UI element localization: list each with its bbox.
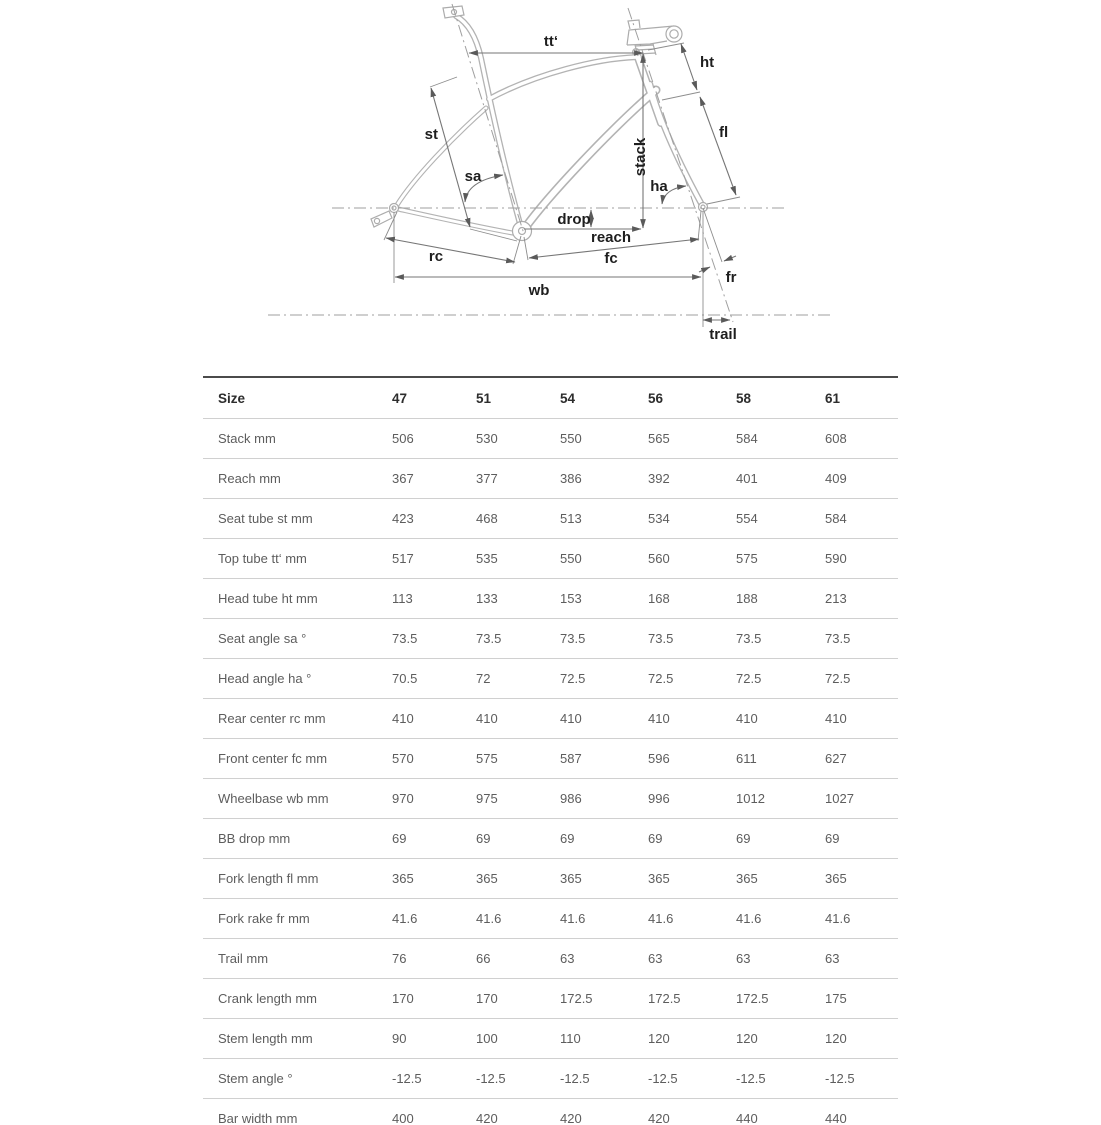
value-cell: 41.6 (461, 899, 545, 939)
value-cell: 69 (377, 819, 461, 859)
label-trail: trail (709, 326, 737, 343)
dim-fork-length (700, 97, 736, 195)
table-row (203, 459, 898, 499)
value-cell: 69 (545, 819, 633, 859)
table-row (203, 939, 898, 979)
frame-geometry-drawing (0, 0, 1101, 360)
value-cell: 41.6 (810, 899, 898, 939)
table-row (203, 1099, 898, 1125)
geometry-table-body (203, 419, 898, 1125)
value-cell: 401 (721, 459, 810, 499)
value-cell: 1027 (810, 779, 898, 819)
label-top-tube: tt‘ (543, 33, 559, 50)
label-head-tube: ht (700, 54, 715, 71)
table-row (203, 859, 898, 899)
row-label: Top tube tt‘ mm (203, 539, 377, 579)
geometry-table (203, 376, 898, 1125)
value-cell: 584 (810, 499, 898, 539)
value-cell: 410 (461, 699, 545, 739)
value-cell: 420 (633, 1099, 721, 1125)
value-cell: 69 (810, 819, 898, 859)
value-cell: 365 (810, 859, 898, 899)
value-cell: 420 (461, 1099, 545, 1125)
value-cell: 41.6 (721, 899, 810, 939)
value-cell: 590 (810, 539, 898, 579)
value-cell: 530 (461, 419, 545, 459)
value-cell: 73.5 (545, 619, 633, 659)
value-cell: 611 (721, 739, 810, 779)
value-cell: 365 (721, 859, 810, 899)
value-cell: 213 (810, 579, 898, 619)
rear-dropout (371, 211, 392, 227)
value-cell: 365 (461, 859, 545, 899)
row-label: Front center fc mm (203, 739, 377, 779)
label-fork-length: fl (719, 124, 729, 141)
value-cell: 423 (377, 499, 461, 539)
value-cell: 377 (461, 459, 545, 499)
table-row (203, 699, 898, 739)
geometry-table-header (203, 377, 898, 419)
value-cell: 72 (461, 659, 545, 699)
label-seat-tube: st (424, 126, 438, 143)
value-cell: 120 (633, 1019, 721, 1059)
value-cell: 386 (545, 459, 633, 499)
value-cell: 565 (633, 419, 721, 459)
value-cell: 410 (633, 699, 721, 739)
value-cell: -12.5 (461, 1059, 545, 1099)
value-cell: 133 (461, 579, 545, 619)
label-reach: reach (590, 229, 632, 246)
dim-fork-rake-right (724, 256, 736, 261)
table-row (203, 819, 898, 859)
label-fork-rake: fr (725, 269, 737, 286)
value-cell: 986 (545, 779, 633, 819)
value-cell: 72.5 (545, 659, 633, 699)
label-head-angle: ha (650, 178, 668, 195)
value-cell: 70.5 (377, 659, 461, 699)
value-cell: 90 (377, 1019, 461, 1059)
value-cell: 365 (545, 859, 633, 899)
value-cell: 63 (721, 939, 810, 979)
value-cell: -12.5 (810, 1059, 898, 1099)
value-cell: 627 (810, 739, 898, 779)
value-cell: 73.5 (633, 619, 721, 659)
table-row (203, 1059, 898, 1099)
value-cell: 400 (377, 1099, 461, 1125)
front-axle (699, 203, 708, 212)
size-col-54: 54 (545, 377, 633, 419)
value-cell: 41.6 (545, 899, 633, 939)
label-rear-center: rc (428, 248, 444, 265)
value-cell: 73.5 (461, 619, 545, 659)
table-row (203, 899, 898, 939)
label-bb-drop: drop (557, 211, 591, 228)
table-row (203, 979, 898, 1019)
size-col-61: 61 (810, 377, 898, 419)
value-cell: 410 (810, 699, 898, 739)
size-col-56: 56 (633, 377, 721, 419)
value-cell: 975 (461, 779, 545, 819)
value-cell: 175 (810, 979, 898, 1019)
value-cell: 72.5 (810, 659, 898, 699)
value-cell: 120 (721, 1019, 810, 1059)
value-cell: -12.5 (377, 1059, 461, 1099)
table-row (203, 419, 898, 459)
value-cell: 587 (545, 739, 633, 779)
value-cell: 535 (461, 539, 545, 579)
value-cell: 513 (545, 499, 633, 539)
value-cell: -12.5 (545, 1059, 633, 1099)
value-cell: 410 (545, 699, 633, 739)
value-cell: 410 (721, 699, 810, 739)
row-label: Wheelbase wb mm (203, 779, 377, 819)
value-cell: 440 (721, 1099, 810, 1125)
value-cell: 63 (810, 939, 898, 979)
value-cell: 66 (461, 939, 545, 979)
label-front-center: fc (604, 250, 618, 267)
row-label: Crank length mm (203, 979, 377, 1019)
value-cell: 41.6 (633, 899, 721, 939)
value-cell: 970 (377, 779, 461, 819)
value-cell: 534 (633, 499, 721, 539)
row-label: Seat angle sa ° (203, 619, 377, 659)
value-cell: 69 (461, 819, 545, 859)
row-label: Fork rake fr mm (203, 899, 377, 939)
value-cell: 608 (810, 419, 898, 459)
value-cell: 996 (633, 779, 721, 819)
value-cell: 584 (721, 419, 810, 459)
centerlines (268, 4, 832, 322)
table-row (203, 1019, 898, 1059)
row-label: Fork length fl mm (203, 859, 377, 899)
value-cell: 550 (545, 419, 633, 459)
value-cell: 120 (810, 1019, 898, 1059)
value-cell: 172.5 (633, 979, 721, 1019)
value-cell: 69 (633, 819, 721, 859)
value-cell: 409 (810, 459, 898, 499)
row-label: Seat tube st mm (203, 499, 377, 539)
headset-spacers (635, 44, 656, 56)
value-cell: 41.6 (377, 899, 461, 939)
value-cell: 76 (377, 939, 461, 979)
value-cell: 113 (377, 579, 461, 619)
value-cell: 69 (721, 819, 810, 859)
value-cell: 575 (461, 739, 545, 779)
table-row (203, 499, 898, 539)
dim-rear-center (386, 238, 515, 262)
value-cell: 100 (461, 1019, 545, 1059)
row-label: Trail mm (203, 939, 377, 979)
table-row (203, 539, 898, 579)
size-header-label: Size (203, 377, 377, 419)
value-cell: 365 (377, 859, 461, 899)
row-label: Bar width mm (203, 1099, 377, 1125)
value-cell: 73.5 (377, 619, 461, 659)
value-cell: 560 (633, 539, 721, 579)
handlebar-clamp (666, 26, 682, 42)
row-label: BB drop mm (203, 819, 377, 859)
table-row (203, 659, 898, 699)
dim-fork-rake-left (699, 267, 710, 272)
value-cell: 110 (545, 1019, 633, 1059)
row-label: Head tube ht mm (203, 579, 377, 619)
label-seat-angle: sa (464, 168, 482, 185)
row-label: Stem angle ° (203, 1059, 377, 1099)
value-cell: 570 (377, 739, 461, 779)
value-cell: 575 (721, 539, 810, 579)
row-label: Head angle ha ° (203, 659, 377, 699)
value-cell: 72.5 (721, 659, 810, 699)
value-cell: -12.5 (721, 1059, 810, 1099)
bike-geometry-diagram (0, 0, 1101, 360)
value-cell: 63 (545, 939, 633, 979)
value-cell: 506 (377, 419, 461, 459)
value-cell: 153 (545, 579, 633, 619)
value-cell: 517 (377, 539, 461, 579)
value-cell: 468 (461, 499, 545, 539)
value-cell: 550 (545, 539, 633, 579)
table-row (203, 619, 898, 659)
header-row (203, 377, 898, 419)
row-label: Rear center rc mm (203, 699, 377, 739)
value-cell: 410 (377, 699, 461, 739)
value-cell: 367 (377, 459, 461, 499)
value-cell: 596 (633, 739, 721, 779)
row-label: Stack mm (203, 419, 377, 459)
value-cell: 420 (545, 1099, 633, 1125)
table-row (203, 779, 898, 819)
value-cell: 554 (721, 499, 810, 539)
value-cell: -12.5 (633, 1059, 721, 1099)
label-wheelbase: wb (528, 282, 550, 299)
value-cell: 72.5 (633, 659, 721, 699)
size-col-58: 58 (721, 377, 810, 419)
value-cell: 1012 (721, 779, 810, 819)
value-cell: 73.5 (721, 619, 810, 659)
table-row (203, 579, 898, 619)
value-cell: 172.5 (545, 979, 633, 1019)
size-col-51: 51 (461, 377, 545, 419)
value-cell: 392 (633, 459, 721, 499)
value-cell: 168 (633, 579, 721, 619)
row-label: Reach mm (203, 459, 377, 499)
value-cell: 73.5 (810, 619, 898, 659)
bottom-bracket (513, 222, 532, 241)
value-cell: 188 (721, 579, 810, 619)
table-row (203, 739, 898, 779)
value-cell: 170 (377, 979, 461, 1019)
label-stack: stack (632, 137, 649, 177)
value-cell: 172.5 (721, 979, 810, 1019)
value-cell: 440 (810, 1099, 898, 1125)
value-cell: 63 (633, 939, 721, 979)
value-cell: 170 (461, 979, 545, 1019)
value-cell: 365 (633, 859, 721, 899)
size-col-47: 47 (377, 377, 461, 419)
row-label: Stem length mm (203, 1019, 377, 1059)
dim-head-tube (681, 44, 697, 90)
